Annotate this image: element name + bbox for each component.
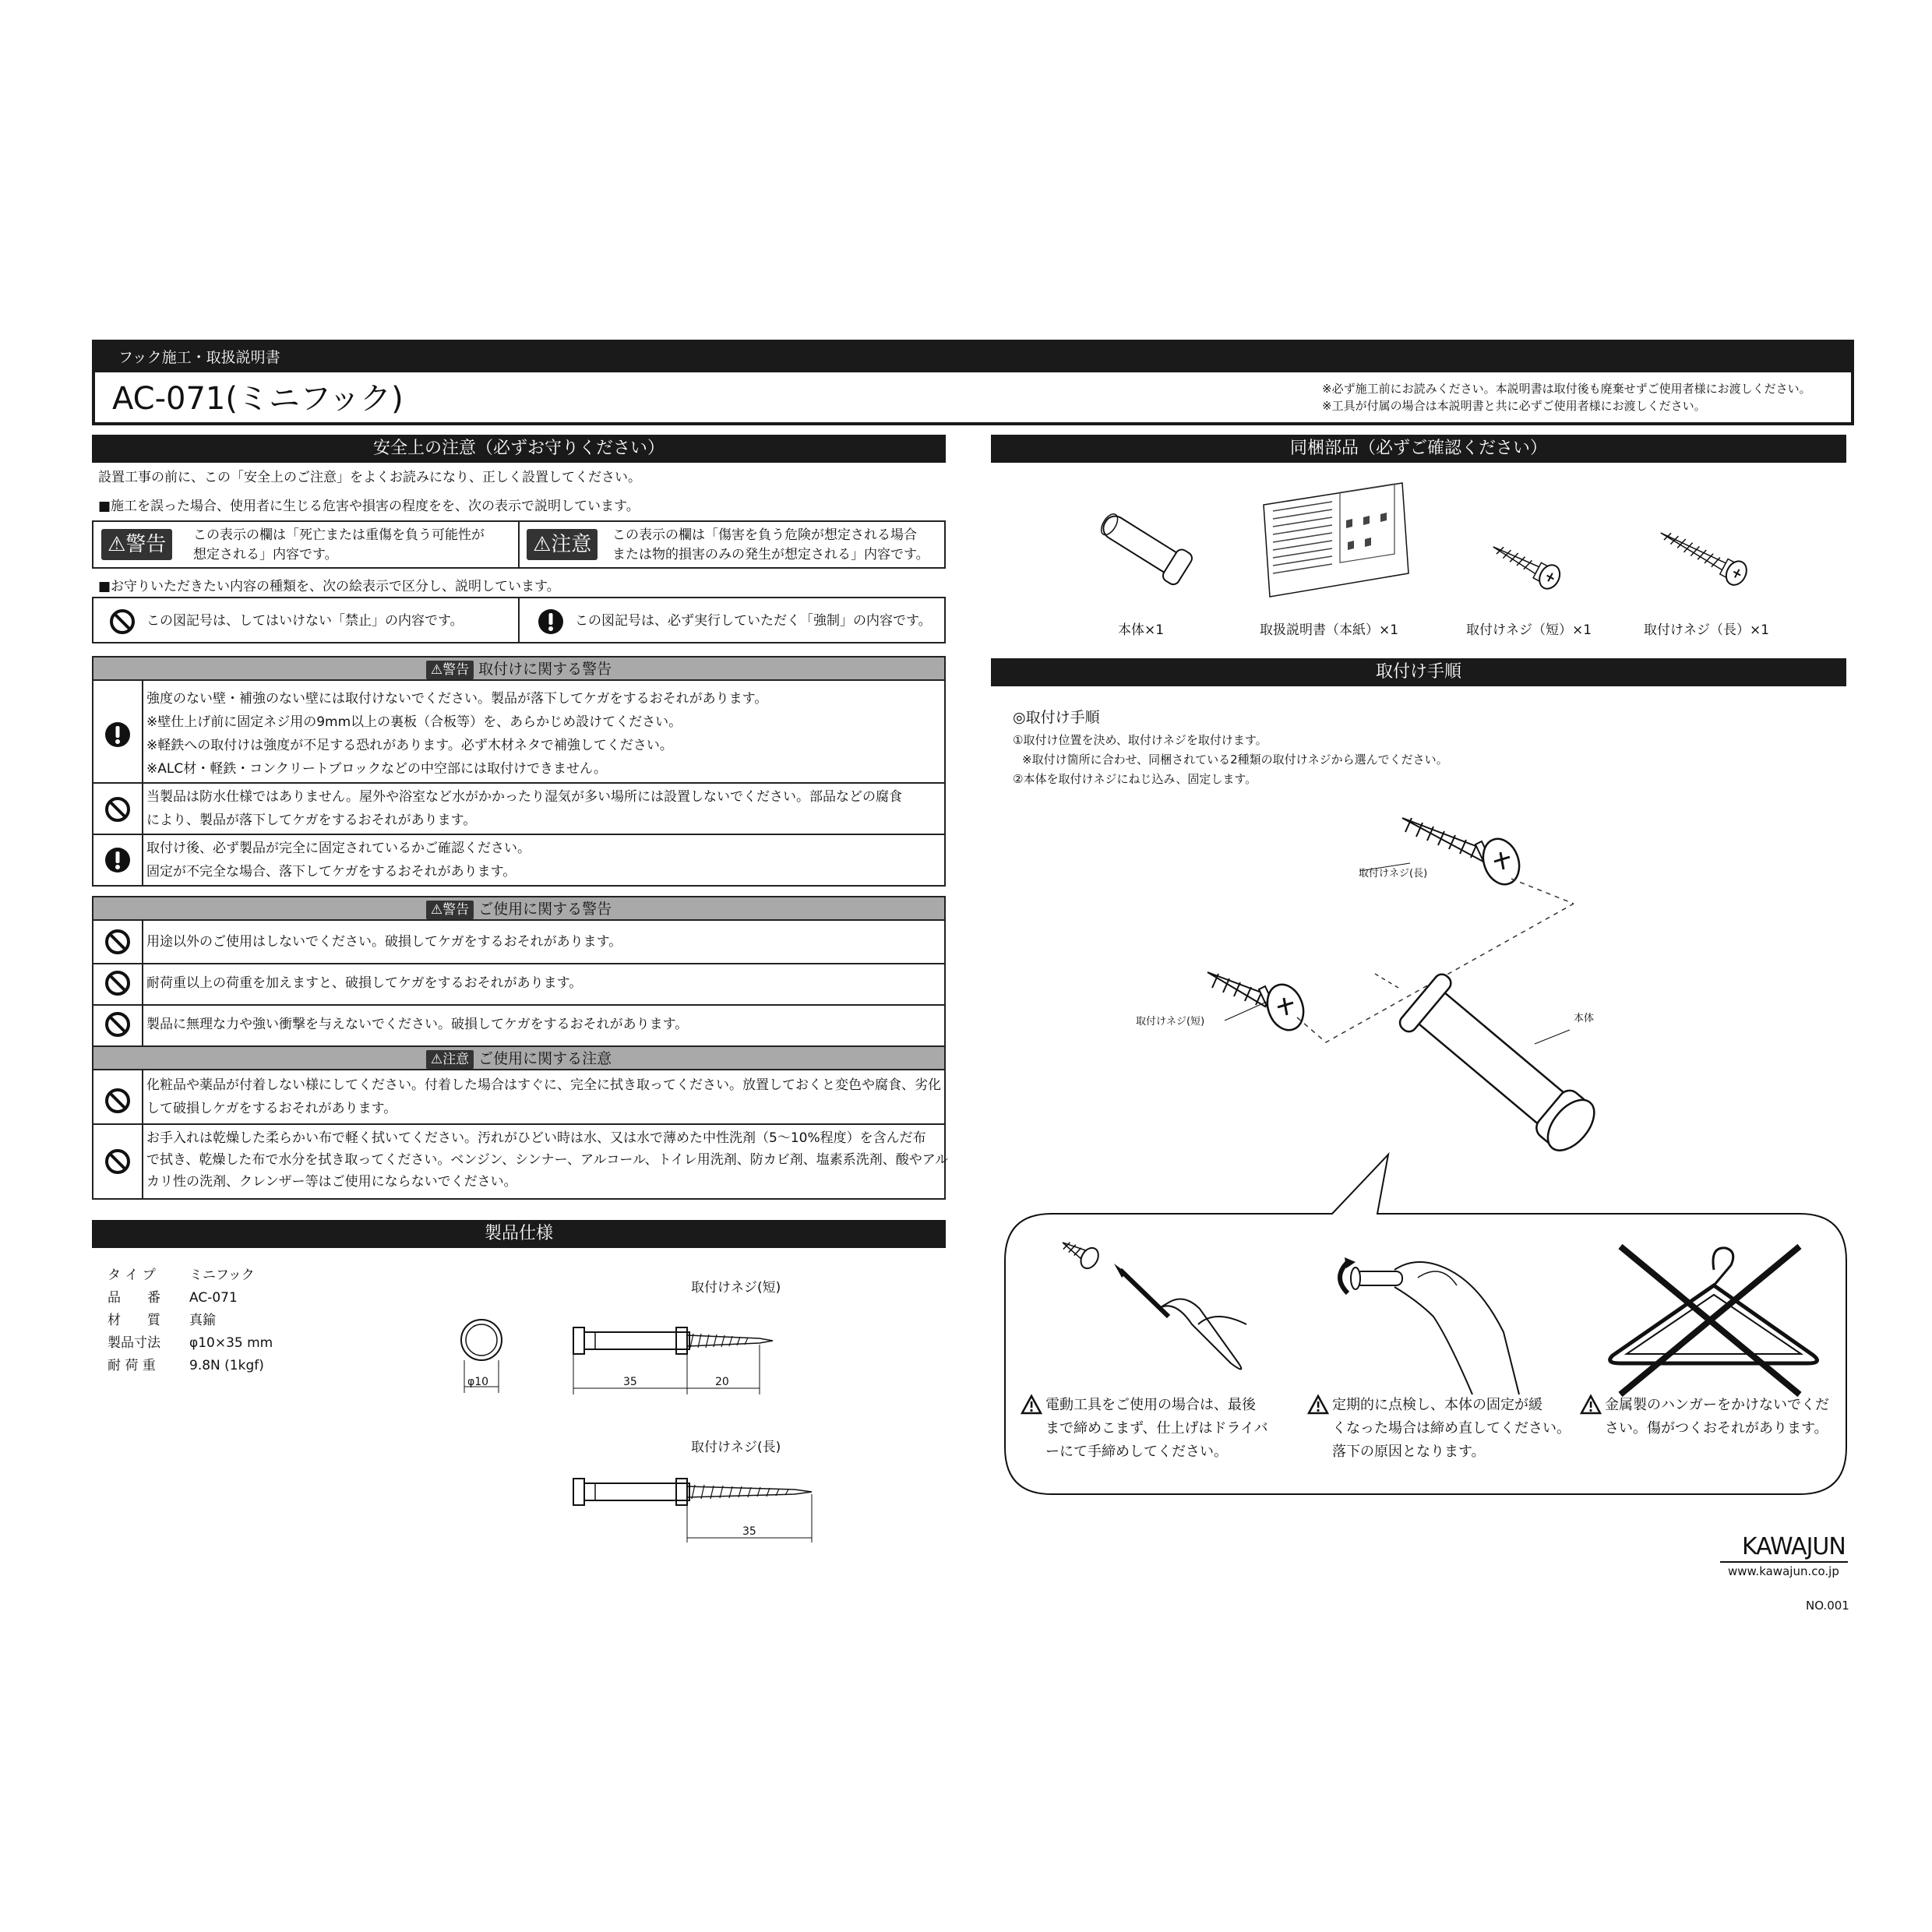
short-screw-drawing bbox=[1208, 972, 1310, 1035]
short-screw-icon bbox=[1484, 538, 1570, 592]
prohibited-icon bbox=[104, 970, 131, 996]
part-caption-short-screw: 取付けネジ（短）×1 bbox=[1466, 622, 1592, 638]
caution-triangle-icon bbox=[1307, 1394, 1329, 1415]
install-warning-r2-l2: により、製品が落下してケガをするおそれがあります。 bbox=[146, 813, 477, 828]
install-warning-header bbox=[93, 658, 944, 681]
spec-label-material: 材 質 bbox=[108, 1313, 160, 1328]
procedure-step-2: ②本体を取付けネジにねじ込み、固定します。 bbox=[1013, 772, 1257, 786]
install-warning-title: 取付けに関する警告 bbox=[478, 661, 612, 678]
use-warning-header bbox=[93, 897, 944, 921]
prohibited-icon bbox=[104, 1011, 131, 1038]
use-warning-box bbox=[92, 896, 949, 1200]
page-title: AC-071(ミニフック) bbox=[112, 381, 404, 417]
safety-intro-3: ■お守りいただきたい内容の種類を、次の絵表示で区分し、説明しています。 bbox=[98, 579, 560, 594]
row-divider bbox=[93, 1004, 944, 1006]
short-screw-side-diagram bbox=[569, 1317, 779, 1402]
manual-sheet-icon bbox=[1262, 481, 1410, 598]
spec-label-type: タ イ プ bbox=[108, 1267, 156, 1283]
use-caution-header bbox=[93, 1045, 944, 1070]
hook-body-drawing bbox=[1397, 971, 1606, 1162]
prohibited-icon bbox=[104, 1148, 131, 1175]
header bbox=[92, 340, 1854, 425]
divider bbox=[518, 522, 520, 567]
use-warning-r3: 製品に無理な力や強い衝撃を与えないでください。破損してケガをするおそれがあります。 bbox=[146, 1017, 689, 1032]
tip-1-line-2: まで締めこまず、仕上げはドライバ bbox=[1045, 1420, 1268, 1437]
install-warning-r2-l1: 当製品は防水仕様ではありません。屋外や浴室など水がかかったり湿気が多い場所には設置しないでください。部品などの腐食 bbox=[146, 789, 903, 805]
header-subtitle-bar bbox=[95, 343, 1851, 372]
caution-triangle-icon bbox=[1580, 1394, 1602, 1415]
spec-label-size: 製品寸法 bbox=[108, 1335, 160, 1351]
prohibited-icon bbox=[104, 1088, 131, 1114]
icon-column-divider bbox=[142, 1070, 143, 1198]
tip-2-line-3: 落下の原因となります。 bbox=[1332, 1444, 1486, 1460]
dim-20: 20 bbox=[715, 1376, 729, 1388]
caution-triangle-icon bbox=[1021, 1394, 1042, 1415]
row-divider bbox=[93, 1123, 944, 1125]
use-caution-r2-l1: お手入れは乾燥した柔らかい布で軽く拭いてください。汚れがひどい時は水、又は水で薄めた中性洗剤（5〜10%程度）を含んだ布 bbox=[146, 1130, 926, 1146]
use-caution-r1-l2: して破損しケガをするおそれがあります。 bbox=[146, 1101, 397, 1116]
dim-35-short: 35 bbox=[623, 1376, 637, 1388]
tip-1-line-1: 電動工具をご使用の場合は、最後 bbox=[1045, 1397, 1256, 1413]
long-screw-icon bbox=[1652, 522, 1761, 592]
tip-2-line-2: くなった場合は締め直してください。 bbox=[1332, 1420, 1571, 1437]
install-warning-r3-l1: 取付け後、必ず製品が完全に固定されているかご確認ください。 bbox=[146, 841, 531, 856]
use-caution-title: ご使用に関する注意 bbox=[478, 1050, 612, 1067]
prohibited-icon bbox=[109, 608, 136, 635]
installation-diagram bbox=[1122, 787, 1605, 1176]
part-caption-long-screw: 取付けネジ（長）×1 bbox=[1644, 622, 1770, 638]
caution-desc-1: この表示の欄は「傷害を負う危険が想定される場合 bbox=[612, 527, 917, 543]
diagram-label-short-screw: 取付けネジ(短) bbox=[1136, 1016, 1205, 1028]
mandatory-desc: この図記号は、必ず実行していただく「強制」の内容です。 bbox=[575, 613, 932, 629]
prohibited-icon bbox=[104, 796, 131, 823]
safety-intro-2: ■施工を誤った場合、使用者に生じる危害や損害の程度をを、次の表示で説明しています。 bbox=[98, 499, 640, 514]
symbol-legend-box bbox=[92, 597, 946, 643]
spec-value-material: 真鍮 bbox=[189, 1313, 216, 1328]
dim-phi: φ10 bbox=[467, 1376, 489, 1388]
hand-tightening-illustration bbox=[1324, 1246, 1527, 1402]
part-caption-manual: 取扱説明書（本紙）×1 bbox=[1260, 622, 1399, 638]
prohibited-icon bbox=[104, 929, 131, 955]
row-divider bbox=[93, 782, 944, 784]
spec-value-load: 9.8N (1kgf) bbox=[189, 1358, 264, 1373]
install-warning-box bbox=[92, 656, 946, 887]
spec-value-size: φ10×35 mm bbox=[189, 1335, 273, 1351]
brand-logo: KAWAJUN bbox=[1742, 1533, 1846, 1560]
use-warning-r2: 耐荷重以上の荷重を加えますと、破損してケガをするおそれがあります。 bbox=[146, 975, 583, 991]
long-screw-side-diagram bbox=[569, 1465, 826, 1550]
use-caution-badge: ⚠注意 bbox=[426, 1050, 474, 1069]
install-warning-r3-l2: 固定が不完全な場合、落下してケガをするおそれがあります。 bbox=[146, 864, 516, 880]
warning-desc-1: この表示の欄は「死亡または重傷を負う可能性が bbox=[193, 527, 485, 543]
install-warning-r1-l2: ※壁仕上げ前に固定ネジ用の9mm以上の裏板（合板等）を、あらかじめ設けてください。 bbox=[146, 714, 682, 730]
hook-body-icon bbox=[1087, 506, 1211, 592]
install-warning-r1-l4: ※ALC材・軽鉄・コンクリートブロックなどの中空部には取付けできません。 bbox=[146, 761, 608, 777]
icon-column-divider bbox=[142, 921, 143, 1045]
brand-url: www.kawajun.co.jp bbox=[1728, 1564, 1839, 1578]
procedure-step-1: ①取付け位置を決め、取付けネジを取付けます。 bbox=[1013, 733, 1267, 747]
header-note-2: ※工具が付属の場合は本説明書と共に必ずご使用者様にお渡しください。 bbox=[1322, 399, 1706, 413]
install-warning-badge: ⚠警告 bbox=[426, 661, 474, 679]
document-number: NO.001 bbox=[1806, 1599, 1849, 1613]
use-warning-badge: ⚠警告 bbox=[426, 901, 474, 919]
mandatory-icon bbox=[104, 847, 131, 873]
part-caption-body: 本体×1 bbox=[1118, 622, 1165, 638]
prohibit-desc: この図記号は、してはいけない「禁止」の内容です。 bbox=[146, 613, 464, 629]
divider bbox=[518, 598, 520, 642]
use-warning-title: ご使用に関する警告 bbox=[478, 901, 612, 918]
screwdriver-illustration bbox=[1052, 1239, 1254, 1379]
caution-badge: ⚠注意 bbox=[527, 529, 598, 560]
tip-3-line-1: 金属製のハンガーをかけないでくだ bbox=[1605, 1397, 1829, 1413]
install-warning-r1-l3: ※軽鉄への取付けは強度が不足する恐れがあります。必ず木材ネタで補強してください。 bbox=[146, 738, 673, 753]
install-warning-r1-l1: 強度のない壁・補強のない壁には取付けないでください。製品が落下してケガをするおそれがあります。 bbox=[146, 691, 768, 707]
procedure-step-1-note: ※取付け箇所に合わせ、同梱されている2種類の取付けネジから選んでください。 bbox=[1022, 753, 1448, 767]
use-caution-r2-l2: で拭き、乾燥した布で水分を拭き取ってください。ベンジン、シンナー、アルコール、トイレ用洗剤、防カビ剤、塩素系洗剤、酸やアル bbox=[146, 1152, 949, 1168]
diagram-short-screw-title: 取付けネジ(短) bbox=[691, 1280, 781, 1296]
tip-2-line-1: 定期的に点検し、本体の固定が緩 bbox=[1332, 1397, 1542, 1413]
tip-3-line-2: さい。傷がつくおそれがあります。 bbox=[1605, 1420, 1828, 1437]
safety-heading: 安全上の注意（必ずお守りください） bbox=[92, 435, 946, 463]
mandatory-icon bbox=[104, 721, 131, 748]
safety-intro-1: 設置工事の前に、この「安全上のご注意」をよくお読みになり、正しく設置してください。 bbox=[98, 470, 641, 485]
mandatory-icon bbox=[538, 608, 564, 635]
use-warning-r1: 用途以外のご使用はしないでください。破損してケガをするおそれがあります。 bbox=[146, 934, 622, 950]
procedure-subtitle: ◎取付け手順 bbox=[1013, 709, 1100, 726]
tip-1-line-3: ーにて手締めしてください。 bbox=[1045, 1444, 1228, 1460]
diagram-long-screw-title: 取付けネジ(長) bbox=[691, 1440, 781, 1455]
header-note-1: ※必ず施工前にお読みください。本説明書は取付後も廃棄せずご使用者様にお渡しください。 bbox=[1322, 382, 1811, 396]
hook-front-view-diagram bbox=[457, 1317, 511, 1402]
signal-word-box bbox=[92, 520, 946, 569]
procedure-heading: 取付け手順 bbox=[991, 658, 1846, 686]
spec-value-model: AC-071 bbox=[189, 1290, 238, 1306]
warning-desc-2: 想定される」内容です。 bbox=[193, 547, 338, 562]
caution-desc-2: または物的損害のみの発生が想定される」内容です。 bbox=[612, 547, 929, 562]
spec-heading: 製品仕様 bbox=[92, 1220, 946, 1248]
dim-35-long: 35 bbox=[742, 1525, 756, 1538]
spec-label-load: 耐 荷 重 bbox=[108, 1358, 156, 1373]
warning-badge: ⚠警告 bbox=[101, 529, 172, 560]
no-metal-hanger-illustration bbox=[1597, 1239, 1815, 1402]
header-subtitle: フック施工・取扱説明書 bbox=[118, 349, 280, 366]
use-caution-r2-l3: カリ性の洗剤、クレンザー等はご使用にならないでください。 bbox=[146, 1174, 517, 1190]
spec-value-type: ミニフック bbox=[189, 1267, 255, 1283]
row-divider bbox=[93, 834, 944, 835]
diagram-label-body: 本体 bbox=[1574, 1013, 1595, 1024]
diagram-label-long-screw: 取付けネジ(長) bbox=[1359, 868, 1428, 880]
row-divider bbox=[93, 963, 944, 964]
parts-heading: 同梱部品（必ずご確認ください） bbox=[991, 435, 1846, 463]
use-caution-r1-l1: 化粧品や薬品が付着しない様にしてください。付着した場合はすぐに、完全に拭き取ってください。放置しておくと変色や腐食、劣化 bbox=[146, 1077, 941, 1093]
spec-label-model: 品 番 bbox=[108, 1290, 160, 1306]
